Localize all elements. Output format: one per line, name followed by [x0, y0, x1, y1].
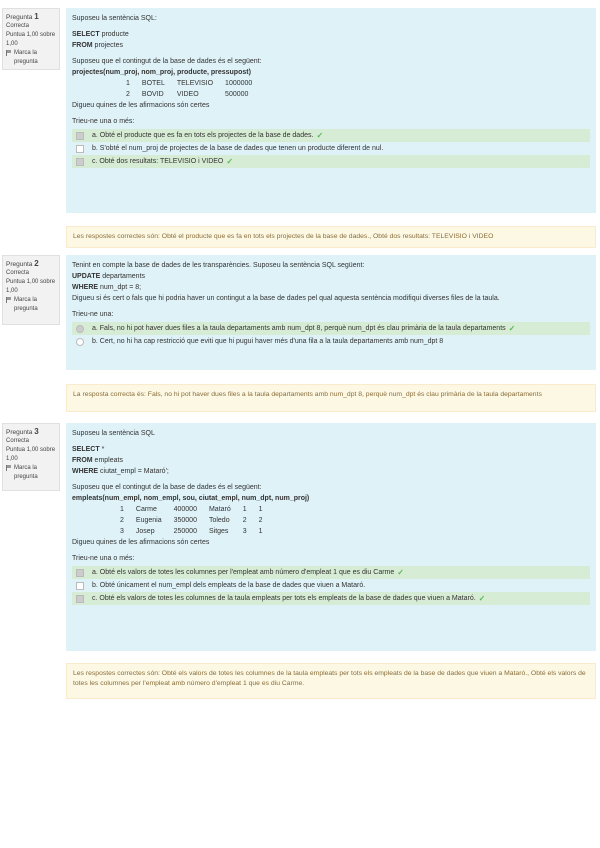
question-intro: Suposeu la sentència SQL:	[72, 15, 157, 22]
sql-line: WHERE ciutat_empl = Mataró';	[72, 468, 169, 475]
sql-line: FROM empleats	[72, 457, 123, 464]
checkbox[interactable]	[76, 569, 84, 577]
question-number: Pregunta 3	[6, 427, 39, 436]
content-intro: Suposeu que el contingut de la base de dades és el següent:	[72, 58, 262, 65]
question-info-2	[2, 255, 60, 325]
checkbox[interactable]	[76, 158, 84, 166]
flag-question-link[interactable]: Marca la pregunta	[6, 464, 56, 482]
question-score: Puntua 1,00 sobre 1,00	[6, 279, 56, 294]
flag-icon	[6, 297, 12, 303]
choose-label: Trieu-ne una o més:	[72, 118, 135, 125]
question-status: Correcta	[6, 270, 30, 276]
checkbox[interactable]	[76, 145, 84, 153]
question-status: Correcta	[6, 438, 30, 444]
radio-button[interactable]	[76, 325, 84, 333]
question-text: Digueu quines de les afirmacions són certes	[72, 102, 210, 109]
question-intro: Tenint en compte la base de dades de les transparències. Suposeu la sentència SQL següent:	[72, 262, 365, 269]
table-header: projectes(num_proj, nom_proj, producte, pressupost)	[72, 69, 251, 76]
question-number: Pregunta 2	[6, 259, 39, 268]
table-row: 2 BOVID VIDEO 500000	[126, 91, 249, 98]
question-content-1	[66, 8, 596, 213]
question-info-1	[2, 8, 60, 70]
flag-question-link[interactable]: Marca la pregunta	[6, 49, 56, 67]
check-icon: ✓	[397, 568, 404, 577]
question-info-3	[2, 423, 60, 491]
feedback-3: Les respostes correctes són: Obté els valors de totes les columnes de la taula empleats per tots els empleats de la base de dades que viuen a Mataró., Obté els valors de totes les columnes per l'empleat amb número d'empleat 1 que es diu Carme.	[66, 663, 596, 699]
question-intro: Suposeu la sentència SQL	[72, 430, 155, 437]
table-row: 1 BOTEL TELEVISIO 1000000	[126, 80, 253, 87]
choose-label: Trieu-ne una o més:	[72, 555, 135, 562]
sql-line: SELECT producte	[72, 31, 129, 38]
question-text: Digueu si és cert o fals que hi podria haver un contingut a la base de dades pel qual aquesta sentència modifiqui diverses files de la taula.	[72, 295, 500, 302]
check-icon: ✓	[508, 324, 516, 333]
checkbox[interactable]	[76, 582, 84, 590]
answer-option[interactable]: a. Obté el producte que es fa en tots els projectes de la base de dades. ✓	[72, 129, 590, 142]
question-status: Correcta	[6, 23, 30, 29]
sql-line: WHERE num_dpt = 8;	[72, 284, 142, 291]
table-header: empleats(num_empl, nom_empl, sou, ciutat_empl, num_dpt, num_proj)	[72, 495, 310, 502]
answer-option[interactable]: b. Obté únicament el num_empl dels empleats de la base de dades que viuen a Mataró.	[72, 579, 590, 592]
sql-line: FROM projectes	[72, 42, 123, 49]
table-row: 1 Carme 400000 Mataró 1 1	[120, 506, 263, 513]
sql-line: UPDATE departaments	[72, 273, 146, 280]
feedback-2: La resposta correcta és: Fals, no hi pot haver dues files a la taula departaments amb num_dpt 8, perquè num_dpt és clau primària de la taula departaments	[66, 384, 596, 412]
check-icon: ✓	[478, 594, 486, 603]
flag-question-link[interactable]: Marca la pregunta	[6, 296, 56, 314]
question-content-2	[66, 255, 596, 370]
feedback-1: Les respostes correctes són: Obté el producte que es fa en tots els projectes de la base de dades., Obté dos resultats: TELEVISIO i VIDEO	[66, 226, 596, 248]
content-intro: Suposeu que el contingut de la base de dades és el següent:	[72, 484, 262, 491]
choose-label: Trieu-ne una:	[72, 311, 114, 318]
flag-icon	[6, 50, 12, 56]
answer-option[interactable]: c. Obté dos resultats: TELEVISIO i VIDEO ✓	[72, 155, 590, 168]
check-icon: ✓	[316, 131, 324, 140]
answer-option[interactable]: a. Obté els valors de totes les columnes per l'empleat amb número d'empleat 1 que es diu Carme ✓	[72, 566, 590, 579]
checkbox[interactable]	[76, 132, 84, 140]
question-text: Digueu quines de les afirmacions són certes	[72, 539, 210, 546]
question-score: Puntua 1,00 sobre 1,00	[6, 447, 56, 462]
flag-icon	[6, 465, 12, 471]
data-table	[114, 504, 269, 537]
question-score: Puntua 1,00 sobre 1,00	[6, 32, 56, 47]
table-row: 3 Josep 250000 Sitges 3 1	[120, 528, 263, 535]
question-number: Pregunta 1	[6, 12, 39, 21]
check-icon: ✓	[226, 157, 234, 166]
radio-button[interactable]	[76, 338, 84, 346]
answer-option[interactable]: b. S'obté el num_proj de projectes de la base de dades que tenen un producte diferent de nul.	[72, 142, 590, 155]
data-table	[120, 78, 258, 100]
question-content-3	[66, 423, 596, 651]
checkbox[interactable]	[76, 595, 84, 603]
sql-line: SELECT *	[72, 446, 105, 453]
answer-option[interactable]: b. Cert, no hi ha cap restricció que eviti que hi pugui haver més d'una fila a la taula departaments amb num_dpt 8	[72, 335, 590, 348]
answer-option[interactable]: c. Obté els valors de totes les columnes de la taula empleats per tots els empleats de la base de dades que viuen a Mataró. ✓	[72, 592, 590, 605]
table-row: 2 Eugenia 350000 Toledo 2 2	[120, 517, 263, 524]
answer-option[interactable]: a. Fals, no hi pot haver dues files a la taula departaments amb num_dpt 8, perquè num_dpt és clau primària de la taula departaments ✓	[72, 322, 590, 335]
